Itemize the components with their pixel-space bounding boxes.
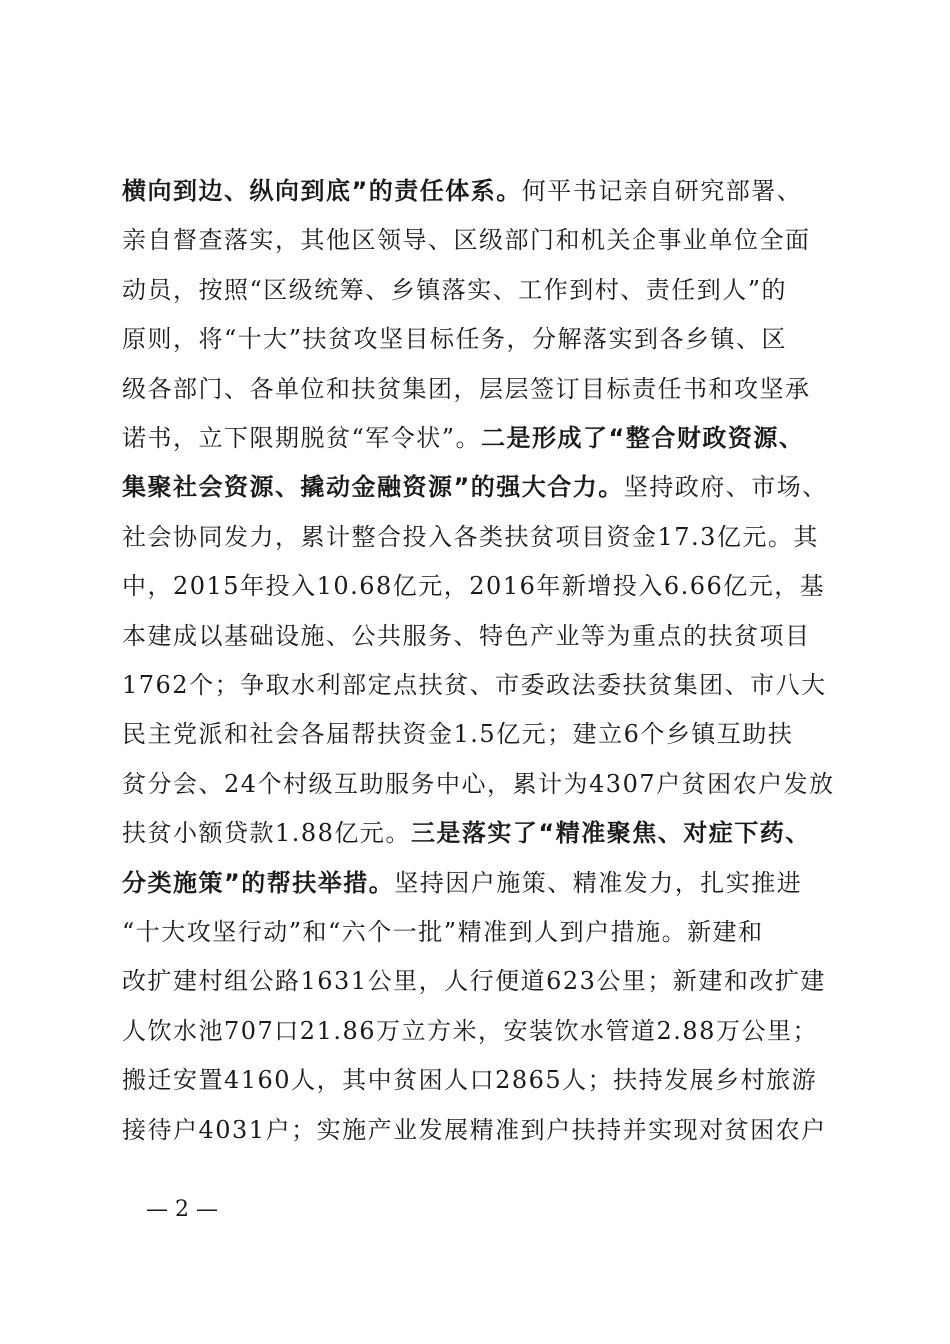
text-run: 动员，按照“区级统筹、乡镇落实、工作到村、责任到人”的 (122, 275, 788, 304)
text-line (122, 521, 819, 553)
text-line (122, 471, 828, 503)
text-run: “十大攻坚行动”和“六个一批”精准到人到户措施。新建和 (122, 918, 764, 946)
text-line (122, 867, 802, 899)
text-line (122, 1064, 817, 1096)
text-line (122, 916, 764, 948)
text-run: 搬迁安置4160人，其中贫困人口2865人；扶持发展乡村旅游 (122, 1066, 818, 1095)
text-run: 本建成以基础设施、公共服务、特色产业等为重点的扶贫项目 (122, 621, 811, 650)
text-run: 扶贫小额贷款1.88亿元。 (122, 819, 411, 848)
text-line (122, 224, 811, 256)
text-line (122, 817, 811, 849)
text-run: 改扩建村组公路1631公里，人行便道623公里；新建和改扩建 (122, 967, 826, 996)
bold-phrase: 三是落实了“精准聚焦、对症下药、 (410, 819, 811, 848)
bold-phrase: 二是形成了“整合财政资源、 (481, 424, 805, 452)
text-line (122, 718, 793, 750)
text-line (122, 175, 802, 207)
text-line (122, 373, 811, 405)
text-run: 坚持因户施策、精准发力，扎实推进 (394, 868, 803, 897)
text-run: 中，2015年投入10.68亿元，2016年新增投入6.66亿元，基 (122, 572, 826, 601)
text-line (122, 274, 787, 306)
text-run: 原则，将“十大”扶贫攻坚目标任务，分解落实到各乡镇、区 (122, 325, 788, 354)
text-run: 接待户4031户；实施产业发展精准到户扶持并实现对贫困农户 (122, 1115, 827, 1144)
text-line (122, 422, 804, 454)
text-run: 坚持政府、市场、 (623, 473, 828, 502)
page-number: — 2 — (146, 1197, 218, 1222)
text-run: 贫分会、24个村级互助服务中心，累计为4307户贫困农户发放 (122, 769, 835, 798)
text-line (122, 1114, 827, 1146)
text-run: 何平书记亲自研究部署、 (521, 177, 803, 205)
text-line (122, 669, 827, 701)
text-line (122, 620, 811, 652)
text-run: 亲自督查落实，其他区领导、区级部门和机关企事业单位全面 (122, 226, 811, 255)
text-run: 民主党派和社会各届帮扶资金1.5亿元；建立6个乡镇互助扶 (122, 720, 794, 749)
bold-phrase: 集聚社会资源、撬动金融资源”的强大合力。 (122, 473, 624, 502)
text-line (122, 768, 835, 800)
bold-phrase: 分类施策”的帮扶举措。 (122, 868, 395, 897)
text-line (122, 965, 826, 997)
text-line (122, 1015, 818, 1047)
text-run: 人饮水池707口21.86万立方米，安装饮水管道2.88万公里； (122, 1016, 818, 1045)
bold-phrase: 横向到边、纵向到底”的责任体系。 (122, 177, 522, 205)
text-run: 级各部门、各单位和扶贫集团，层层签订目标责任书和攻坚承 (122, 374, 811, 403)
text-run: 诺书，立下限期脱贫“军令状”。 (122, 424, 482, 452)
text-run: 社会协同发力，累计整合投入各类扶贫项目资金17.3亿元。其 (122, 522, 819, 551)
text-run: 1762个；争取水利部定点扶贫、市委政法委扶贫集团、市八大 (122, 671, 827, 699)
text-line (122, 570, 825, 602)
text-line (122, 323, 787, 355)
